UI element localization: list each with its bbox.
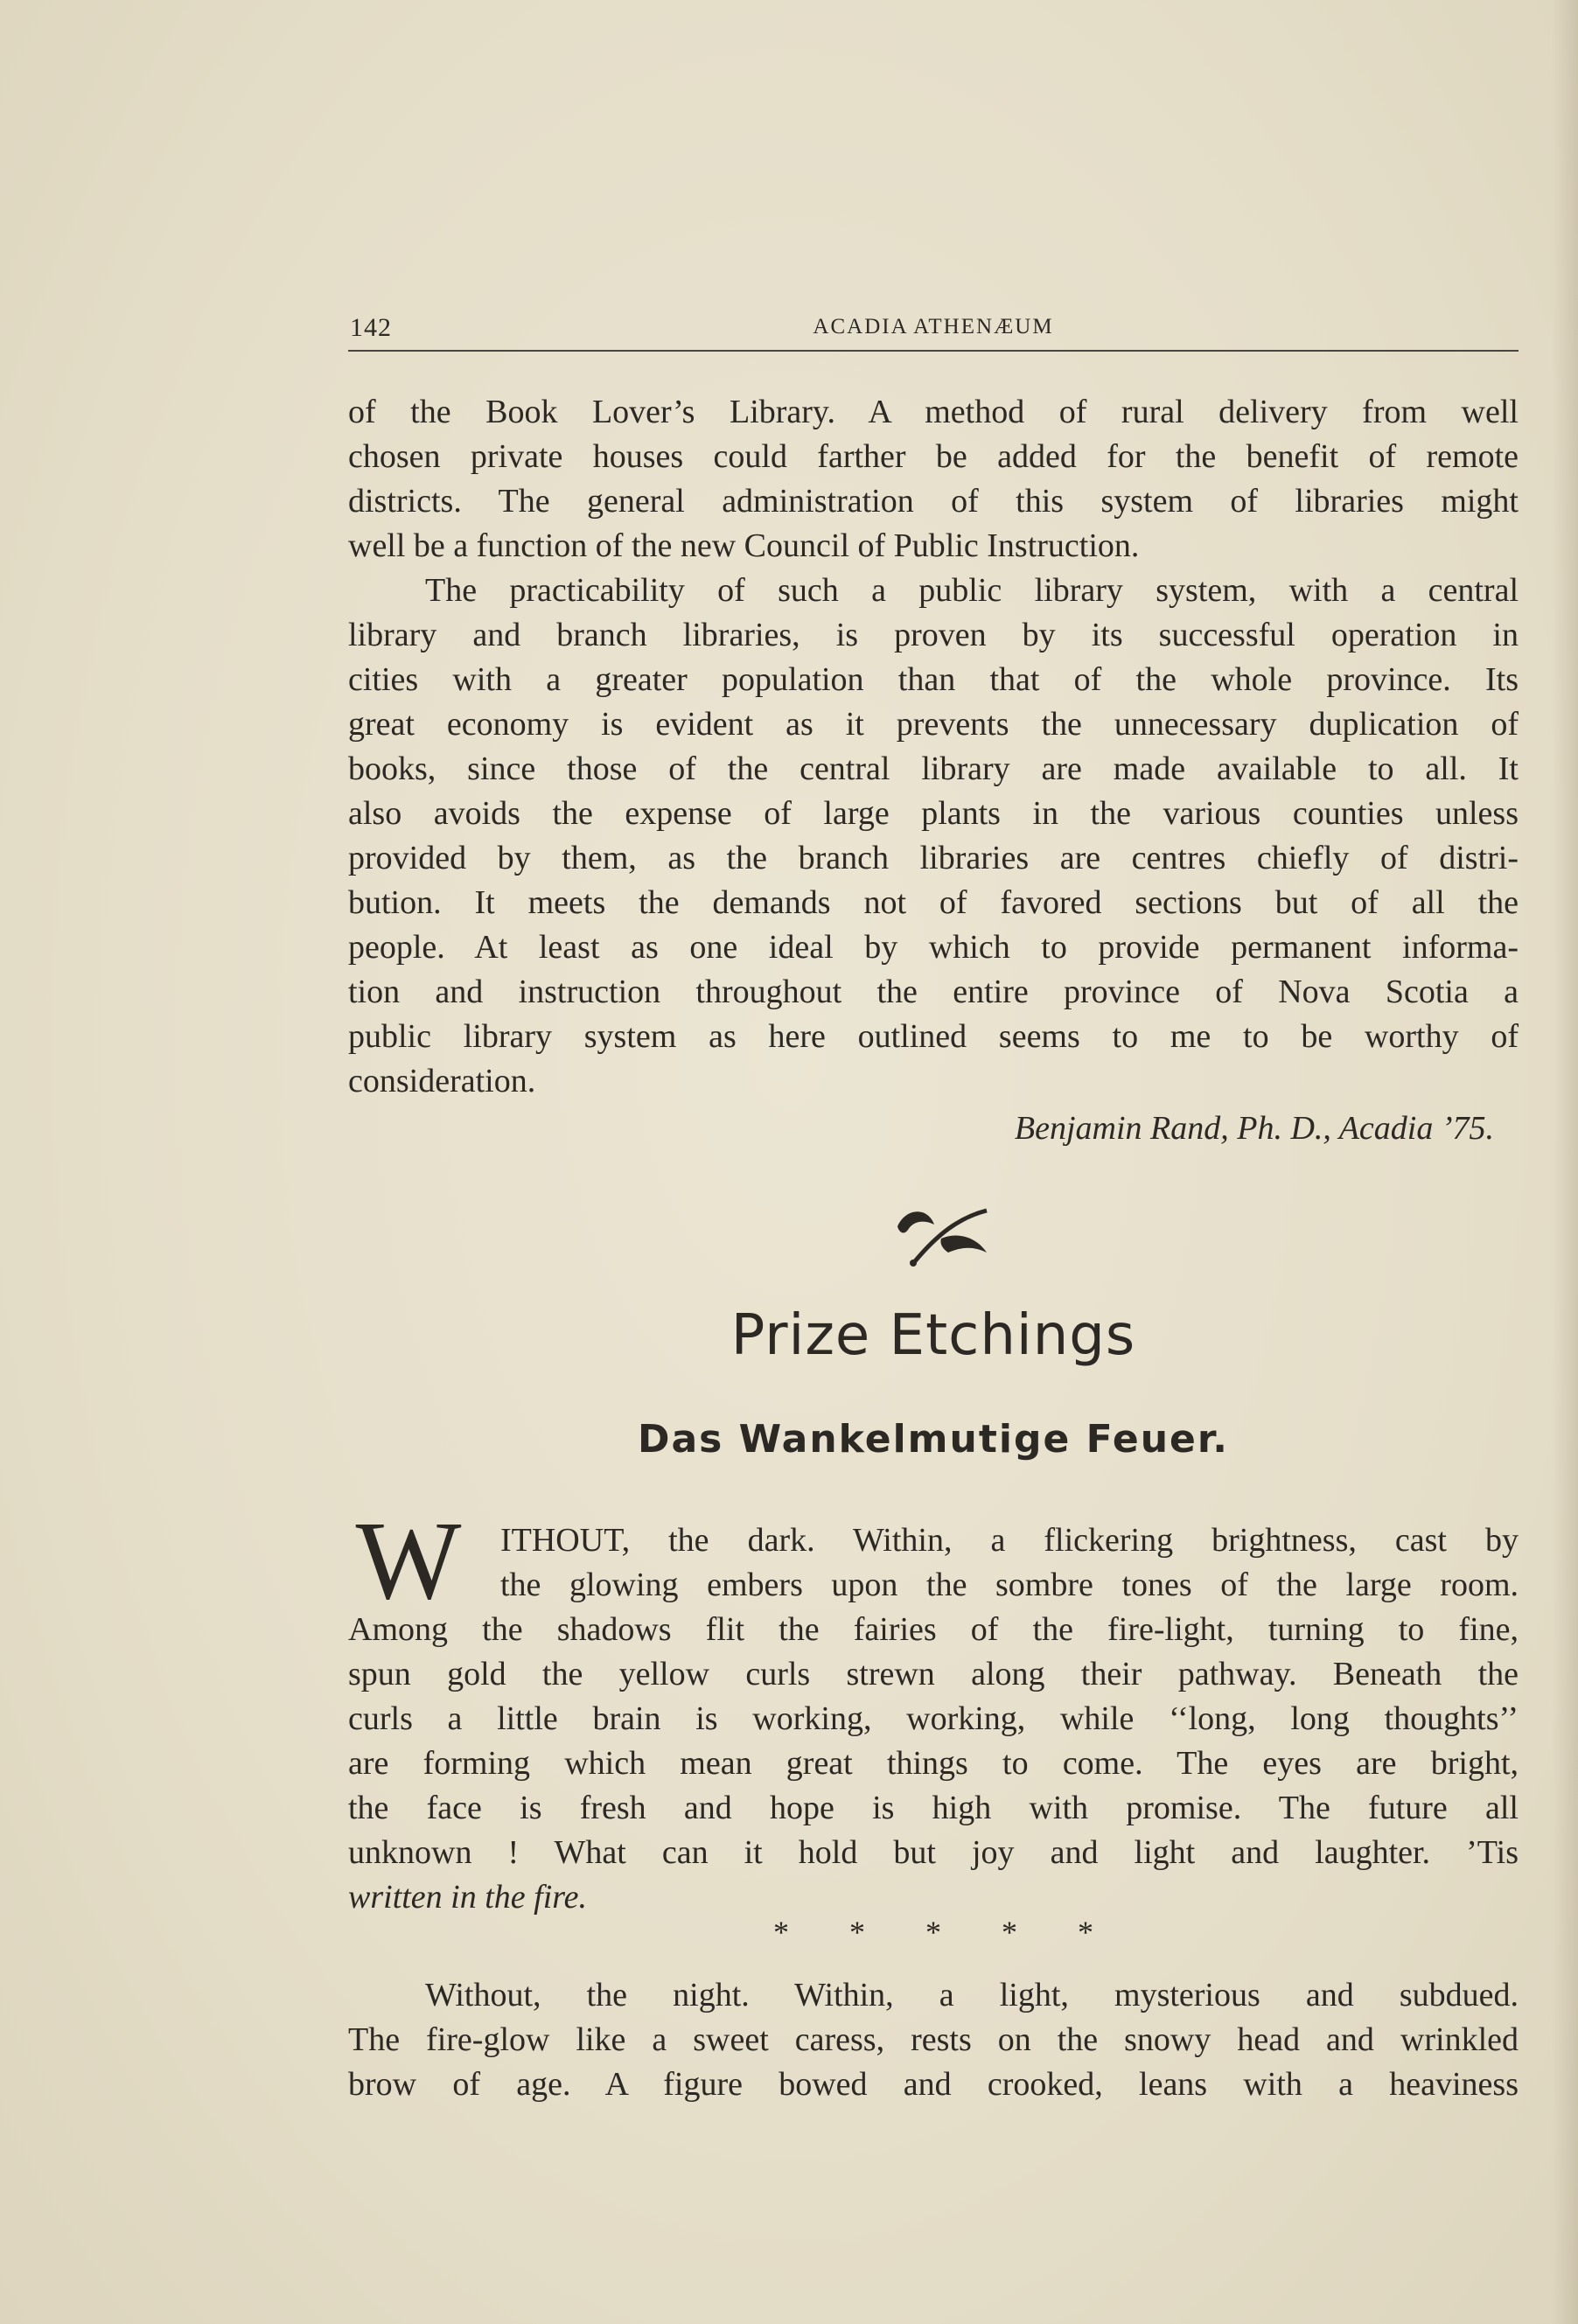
text-line: provided by them, as the branch libraries are centres chiefly of distri- bbox=[348, 840, 1519, 876]
running-header bbox=[348, 308, 1519, 353]
page-edge-shadow bbox=[1552, 0, 1578, 2324]
section-break-stars: * * * * * bbox=[773, 1915, 1093, 1950]
drop-cap: W bbox=[355, 1498, 462, 1623]
text-line: spun gold the yellow curls strewn along their pathway. Beneath the bbox=[348, 1656, 1519, 1692]
text-line: the face is fresh and hope is high with promise. The future all bbox=[348, 1790, 1519, 1826]
text-line: the glowing embers upon the sombre tones of the large room. bbox=[500, 1567, 1519, 1603]
text-line: great economy is evident as it prevents the unnecessary duplication of bbox=[348, 706, 1519, 743]
text-line: are forming which mean great things to come. The eyes are bright, bbox=[348, 1745, 1519, 1782]
text-line: written in the fire. bbox=[348, 1879, 588, 1916]
text-line: The fire-glow like a sweet caress, rests on the snowy head and wrinkled bbox=[348, 2021, 1519, 2058]
text-line: districts. The general administration of this system of libraries might bbox=[348, 483, 1519, 520]
text-line: Among the shadows flit the fairies of the fire-light, turning to fine, bbox=[348, 1611, 1519, 1648]
text-line: public library system as here outlined seems to me to be worthy of bbox=[348, 1018, 1519, 1055]
text-line: ITHOUT, the dark. Within, a flickering brightness, cast by bbox=[500, 1522, 1519, 1559]
text-line: Without, the night. Within, a light, mysterious and subdued. bbox=[425, 1977, 1519, 2013]
author-signature: Benjamin Rand, Ph. D., Acadia ’75. bbox=[1014, 1110, 1494, 1147]
story-paragraph-1 bbox=[348, 1608, 1519, 1920]
page-number: 142 bbox=[350, 313, 392, 342]
drop-cap-lines bbox=[500, 1518, 1519, 1608]
text-line: of the Book Lover’s Library. A method of rural delivery from well bbox=[348, 394, 1519, 430]
text-line: people. At least as one ideal by which to provide permanent informa- bbox=[348, 929, 1519, 966]
text-line: The practicability of such a public library system, with a central bbox=[425, 572, 1519, 609]
header-rule bbox=[348, 350, 1519, 352]
story-title: Das Wankelmutige Feuer. bbox=[637, 1417, 1230, 1462]
text-line: chosen private houses could farther be added for the benefit of remote bbox=[348, 438, 1519, 475]
text-line: unknown ! What can it hold but joy and light and laughter. ’Tis bbox=[348, 1834, 1519, 1871]
text-line: books, since those of the central library are made available to all. It bbox=[348, 750, 1519, 787]
fleuron-ornament-icon bbox=[889, 1200, 994, 1270]
text-line: bution. It meets the demands not of favored sections but of all the bbox=[348, 884, 1519, 921]
text-line: tion and instruction throughout the entire province of Nova Scotia a bbox=[348, 974, 1519, 1010]
text-line: curls a little brain is working, working, while ‘‘long, long thoughts’’ bbox=[348, 1700, 1519, 1737]
text-line: consideration. bbox=[348, 1063, 536, 1099]
text-line: well be a function of the new Council of Public Instruction. bbox=[348, 527, 1140, 564]
running-title: ACADIA ATHENÆUM bbox=[813, 315, 1054, 338]
text-line: also avoids the expense of large plants in the various counties unless bbox=[348, 795, 1519, 832]
text-line: library and branch libraries, is proven by its successful operation in bbox=[348, 617, 1519, 653]
section-title: Prize Etchings bbox=[730, 1303, 1136, 1368]
article-continuation bbox=[348, 390, 1519, 1104]
text-line: brow of age. A figure bowed and crooked, leans with a heaviness bbox=[348, 2066, 1519, 2103]
text-line: cities with a greater population than that of the whole province. Its bbox=[348, 661, 1519, 698]
story-paragraph-2 bbox=[348, 1973, 1519, 2107]
